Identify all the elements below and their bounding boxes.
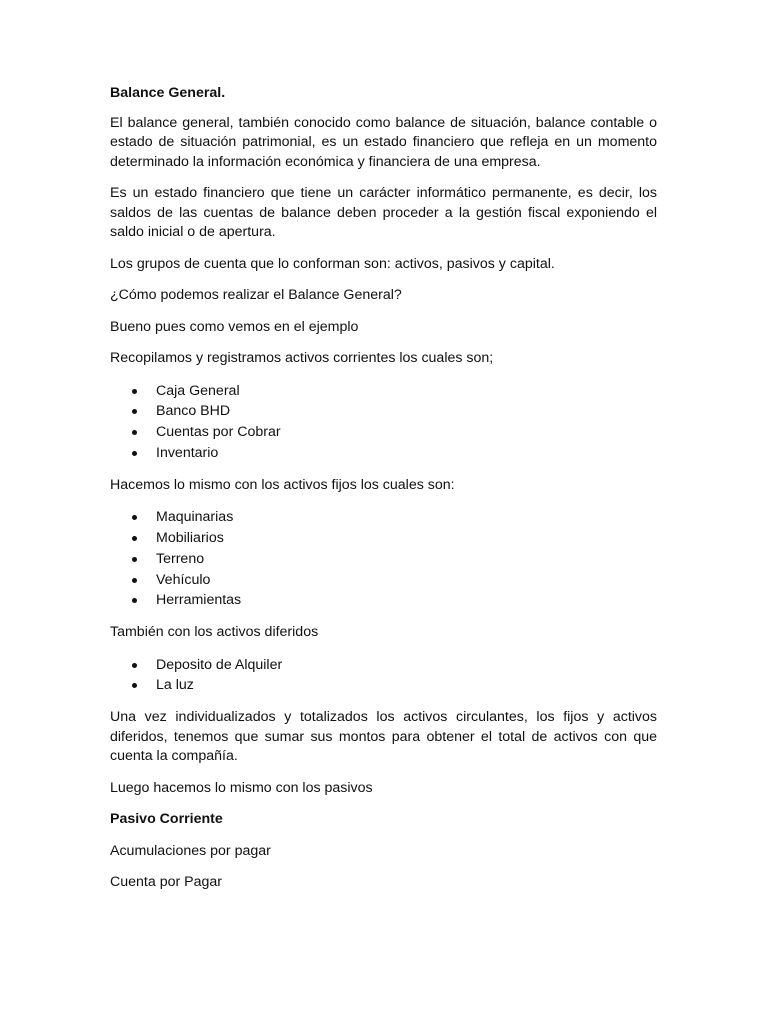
paragraph-example: Bueno pues como vemos en el ejemplo	[110, 318, 359, 335]
current-assets-list	[110, 381, 657, 464]
list-item: Banco BHD	[110, 401, 657, 422]
list-item: Caja General	[110, 381, 657, 402]
paragraph-fixed-assets-intro: Hacemos lo mismo con los activos fijos los cuales son:	[110, 476, 455, 493]
list-item: Deposito de Alquiler	[110, 655, 657, 676]
list-item: Terreno	[110, 549, 657, 570]
paragraph-accounts-payable: Cuenta por Pagar	[110, 874, 222, 891]
list-item: Maquinarias	[110, 507, 657, 528]
fixed-assets-list	[110, 507, 657, 611]
list-item: Mobiliarios	[110, 528, 657, 549]
paragraph-definition: El balance general, también conocido como balance de situación, balance contable o estado de situación patrimonial, es un estado financiero que refleja en un momento determinado la información económica y financiera de una empresa.	[110, 114, 657, 170]
document-page	[110, 84, 657, 905]
list-item: Inventario	[110, 443, 657, 464]
list-item: Herramientas	[110, 590, 657, 611]
list-item: Vehículo	[110, 570, 657, 591]
paragraph-total-assets: Una vez individualizados y totalizados los activos circulantes, los fijos y activos diferidos, tenemos que sumar sus montos para obtener el total de activos con que cuenta la compañía.	[110, 709, 657, 765]
section-heading-current-liabilities: Pasivo Corriente	[110, 811, 223, 828]
deferred-assets-list	[110, 655, 657, 697]
paragraph-characteristics: Es un estado financiero que tiene un carácter informático permanente, es decir, los saldos de las cuentas de balance deben proceder a la gestión fiscal exponiendo el saldo inicial o de apertura.	[110, 185, 657, 240]
paragraph-deferred-assets-intro: También con los activos diferidos	[110, 624, 319, 641]
paragraph-question: ¿Cómo podemos realizar el Balance General?	[110, 287, 402, 303]
paragraph-liabilities-intro: Luego hacemos lo mismo con los pasivos	[110, 779, 373, 796]
paragraph-accruals: Acumulaciones por pagar	[110, 842, 271, 859]
list-item: Cuentas por Cobrar	[110, 422, 657, 443]
paragraph-account-groups: Los grupos de cuenta que lo conforman son: activos, pasivos y capital.	[110, 255, 555, 272]
paragraph-current-assets-intro: Recopilamos y registramos activos corrientes los cuales son;	[110, 350, 494, 366]
document-title: Balance General.	[110, 85, 226, 101]
list-item: La luz	[110, 675, 657, 696]
